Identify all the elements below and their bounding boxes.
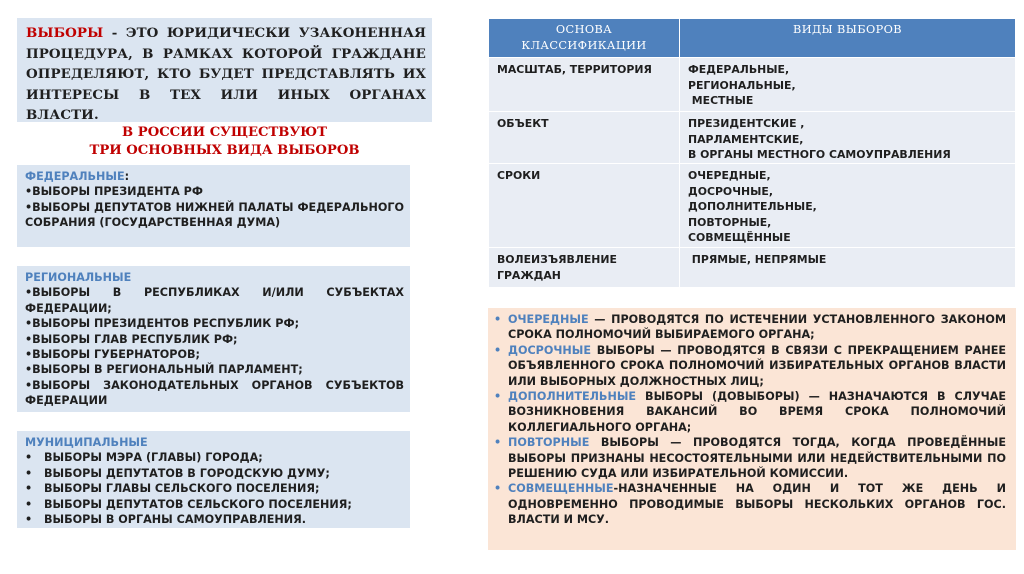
election-types-box <box>488 308 1016 550</box>
intro-line-2: ТРИ ОСНОВНЫХ ВИДА ВЫБОРОВ <box>89 142 360 158</box>
type-text: — ПРОВОДЯТСЯ ПО ИСТЕЧЕНИИ УСТАНОВЛЕННОГО ЗАКОНОМ СРОКА ПОЛНОМОЧИЙ ВЫБИРАЕМОГО ОРГАНА; <box>508 313 1006 342</box>
table-row <box>489 164 1016 248</box>
type-term: ПОВТОРНЫЕ <box>508 436 590 450</box>
type-term: ДОПОЛНИТЕЛЬНЫЕ <box>508 390 637 404</box>
bullet: • <box>25 513 33 527</box>
list-item: • ВЫБОРЫ ДЕПУТАТОВ СЕЛЬСКОГО ПОСЕЛЕНИЯ; <box>25 497 352 511</box>
federal-elections-box <box>17 165 410 247</box>
header-kinds: ВИДЫ ВЫБОРОВ <box>680 19 1016 58</box>
type-text: -НАЗНАЧЕННЫЕ НА ОДИН И ТОТ ЖЕ ДЕНЬ И ОДНОВРЕМЕННО ПРОВОДИМЫЕ ВЫБОРЫ НЕСКОЛЬКИХ ОРГАНОВ ГОС. ВЛАСТИ И МСУ. <box>508 482 1006 527</box>
list-item: •ВЫБОРЫ ДЕПУТАТОВ НИЖНЕЙ ПАЛАТЫ ФЕДЕРАЛЬНОГО СОБРАНИЯ (ГОСУДАРСТВЕННАЯ ДУМА) <box>25 200 404 230</box>
type-term: ДОСРОЧНЫЕ <box>508 343 592 357</box>
definition-box <box>17 18 432 122</box>
list-item: •ВЫБОРЫ ПРЕЗИДЕНТА РФ <box>25 185 203 199</box>
list-item <box>494 481 1006 527</box>
type-text: ВЫБОРЫ — ПРОВОДЯТСЯ В СВЯЗИ С ПРЕКРАЩЕНИЕМ РАНЕЕ ОБЪЯВЛЕННОГО СРОКА ПОЛНОМОЧИЙ ИЗБИРАТЕЛЬНЫХ ОРГАНОВ ВЛАСТИ ИЛИ ВЫБОРНЫХ ДОЛЖНОСТНЫХ ЛИЦ; <box>508 343 1006 388</box>
intro-line-1: В РОССИИ СУЩЕСТВУЮТ <box>122 125 327 140</box>
table-cell-kinds: ПРЯМЫЕ, НЕПРЯМЫЕ <box>680 248 1016 288</box>
federal-heading: ФЕДЕРАЛЬНЫЕ <box>25 170 125 183</box>
list-item: • ВЫБОРЫ ГЛАВЫ СЕЛЬСКОГО ПОСЕЛЕНИЯ; <box>25 482 320 496</box>
table-cell-basis: СРОКИ <box>489 164 680 248</box>
list-item: • ВЫБОРЫ МЭРА (ГЛАВЫ) ГОРОДА; <box>25 451 263 465</box>
bullet: • <box>494 390 502 404</box>
definition-text: - ЭТО ЮРИДИЧЕСКИ УЗАКОНЕННАЯ ПРОЦЕДУРА, В РАМКАХ КОТОРОЙ ГРАЖДАНЕ ОПРЕДЕЛЯЮТ, КТО БУДЕТ ПРЕДСТАВЛЯТЬ ИХ ИНТЕРЕСЫ В ТЕХ ИЛИ ИНЫХ ОРГАНАХ ВЛАСТИ. <box>26 25 426 124</box>
list-item <box>494 435 1006 481</box>
bullet: • <box>494 482 502 496</box>
table-cell-kinds: ПРЕЗИДЕНТСКИЕ , ПАРЛАМЕНТСКИЕ, В ОРГАНЫ МЕСТНОГО САМОУПРАВЛЕНИЯ <box>680 112 1016 164</box>
bullet: • <box>494 313 502 326</box>
list-item: • ВЫБОРЫ В ОРГАНЫ САМОУПРАВЛЕНИЯ. <box>25 513 307 527</box>
list-item: •ВЫБОРЫ В РЕСПУБЛИКАХ И/ИЛИ СУБЪЕКТАХ ФЕДЕРАЦИИ; <box>25 286 404 315</box>
table-header-row <box>489 19 1016 58</box>
bullet: • <box>25 451 33 465</box>
regional-heading: РЕГИОНАЛЬНЫЕ <box>25 271 132 284</box>
type-term: СОВМЕЩЕННЫЕ <box>508 482 614 496</box>
bullet: • <box>25 497 33 511</box>
list-item: •ВЫБОРЫ ГЛАВ РЕСПУБЛИК РФ; <box>25 332 238 346</box>
list-item: •ВЫБОРЫ ГУБЕРНАТОРОВ; <box>25 348 200 362</box>
table-row <box>489 248 1016 288</box>
regional-elections-box <box>17 266 410 412</box>
list-item: •ВЫБОРЫ ПРЕЗИДЕНТОВ РЕСПУБЛИК РФ; <box>25 317 300 331</box>
list-item: •ВЫБОРЫ В РЕГИОНАЛЬНЫЙ ПАРЛАМЕНТ; <box>25 363 303 377</box>
table-row <box>489 112 1016 164</box>
bullet: • <box>25 482 33 496</box>
table-cell-basis: ВОЛЕИЗЪЯВЛЕНИЕ ГРАЖДАН <box>489 248 680 288</box>
header-basis: ОСНОВА КЛАССИФИКАЦИИ <box>489 19 680 58</box>
type-text: ВЫБОРЫ (ДОВЫБОРЫ) — НАЗНАЧАЮТСЯ В СЛУЧАЕ ВОЗНИКНОВЕНИЯ ВАКАНСИЙ ВО ВРЕМЯ СРОКА ПОЛНОМОЧИЙ КОЛЛЕГИАЛЬНОГО ОРГАНА; <box>508 390 1006 434</box>
list-item <box>494 312 1006 343</box>
bullet: • <box>25 466 33 480</box>
federal-colon: : <box>124 170 130 183</box>
type-text: ВЫБОРЫ — ПРОВОДЯТСЯ ТОГДА, КОГДА ПРОВЕДЁННЫЕ ВЫБОРЫ ПРИЗНАНЫ НЕСОСТОЯТЕЛЬНЫМИ ИЛИ НЕДЕЙСТВИТЕЛЬНЫМИ ПО РЕШЕНИЮ СУДА ИЛИ ИЗБИРАТЕЛЬНОЙ КОМИССИИ. <box>508 436 1006 481</box>
list-item <box>494 343 1006 389</box>
table-cell-basis: ОБЪЕКТ <box>489 112 680 164</box>
bullet: • <box>494 343 502 357</box>
table-row <box>489 58 1016 112</box>
intro-heading <box>17 124 432 159</box>
list-item: •ВЫБОРЫ ЗАКОНОДАТЕЛЬНЫХ ОРГАНОВ СУБЪЕКТОВ ФЕДЕРАЦИИ <box>25 378 404 408</box>
list-item: • ВЫБОРЫ ДЕПУТАТОВ В ГОРОДСКУЮ ДУМУ; <box>25 466 330 480</box>
table-cell-kinds: ФЕДЕРАЛЬНЫЕ, РЕГИОНАЛЬНЫЕ, МЕСТНЫЕ <box>680 58 1016 112</box>
type-term: ОЧЕРЕДНЫЕ <box>508 313 589 326</box>
table-cell-kinds: ОЧЕРЕДНЫЕ, ДОСРОЧНЫЕ, ДОПОЛНИТЕЛЬНЫЕ, ПОВТОРНЫЕ, СОВМЕЩЁННЫЕ <box>680 164 1016 248</box>
classification-table <box>488 18 1016 288</box>
municipal-heading: МУНИЦИПАЛЬНЫЕ <box>25 436 148 449</box>
definition-term: ВЫБОРЫ <box>26 25 104 41</box>
bullet: • <box>494 436 502 450</box>
table-cell-basis: МАСШТАБ, ТЕРРИТОРИЯ <box>489 58 680 112</box>
list-item <box>494 389 1006 435</box>
municipal-elections-box <box>17 431 410 528</box>
